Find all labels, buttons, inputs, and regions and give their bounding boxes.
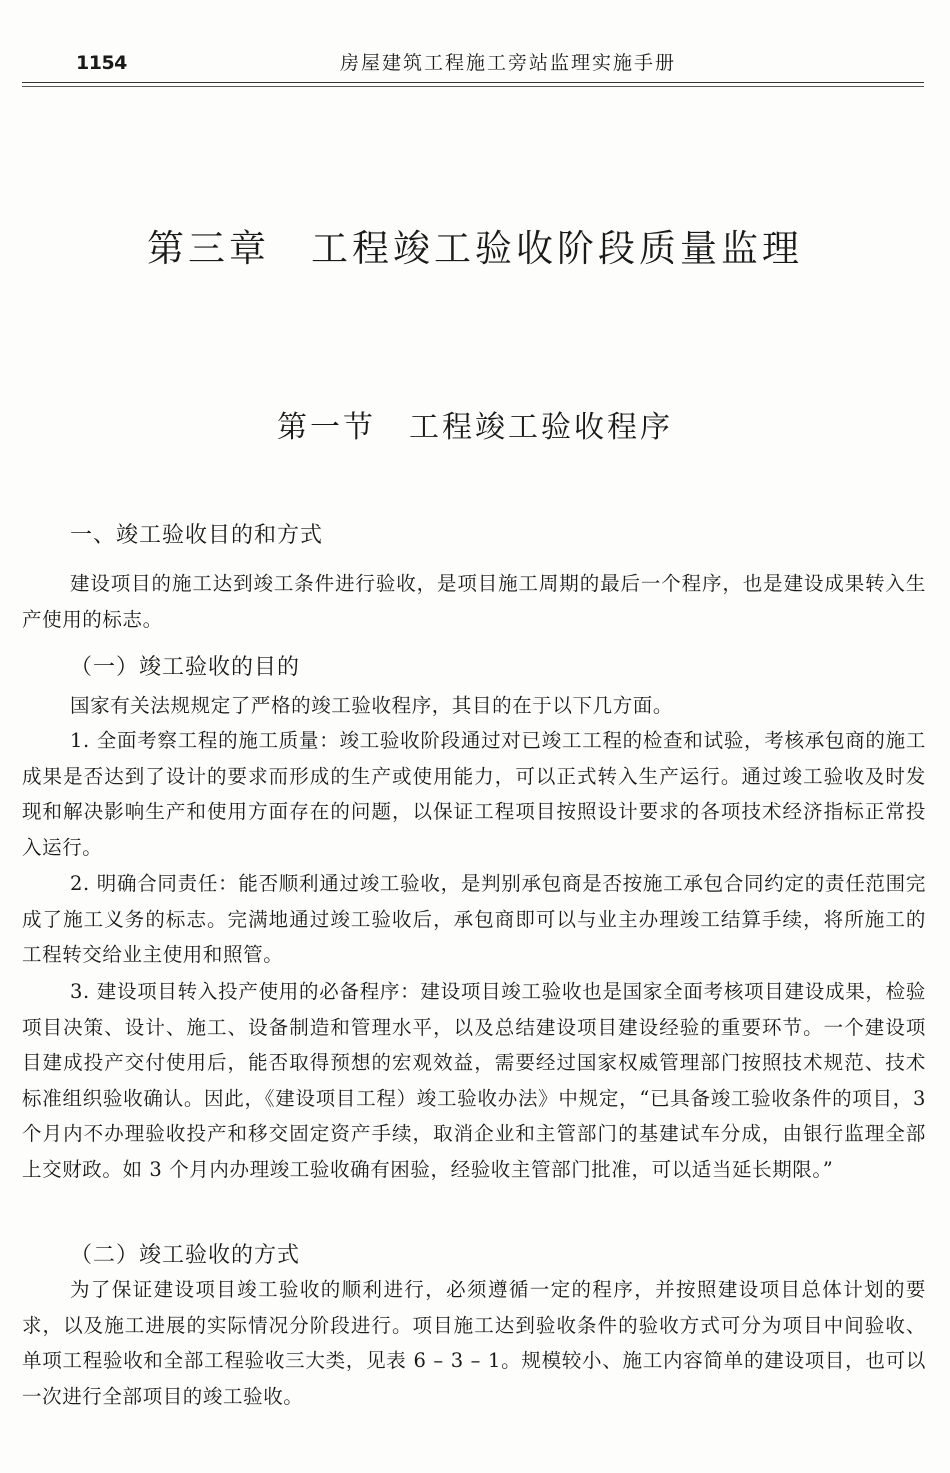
chapter-title: 第三章 工程竣工验收阶段质量监理 (147, 227, 803, 270)
page-number: 1154 (76, 52, 127, 74)
list-item-contract: 2. 明确合同责任：能否顺利通过竣工验收，是判别承包商是否按施工承包合同约定的责任范围完成了施工义务的标志。完满地通过竣工验收后，承包商即可以与业主办理竣工结算手续，将所施工的工程转交给业主使用和照管。 (22, 872, 926, 966)
section-title: 第一节 工程竣工验收程序 (277, 410, 673, 445)
heading-purpose-and-method: 一、竣工验收目的和方式 (70, 523, 324, 548)
list-item-quality: 1. 全面考察工程的施工质量：竣工验收阶段通过对已竣工工程的检查和试验，考核承包商的施工成果是否达到了设计的要求而形成的生产或使用能力，可以正式转入生产运行。通过竣工验收及时发现和解决影响生产和使用方面存在的问题，以保证工程项目按照设计要求的各项技术经济指标正常投入运行。 (22, 729, 926, 859)
book-title: 房屋建筑工程施工旁站监理实施手册 (339, 52, 676, 74)
subheading-purpose: （一）竣工验收的目的 (70, 655, 301, 680)
method-paragraph: 为了保证建设项目竣工验收的顺利进行，必须遵循一定的程序，并按照建设项目总体计划的要求，以及施工进展的实际情况分阶段进行。项目施工达到验收条件的验收方式可分为项目中间验收、单项工程验收和全部工程验收三大类，见表 6 – 3 – 1。规模较小、施工内容简单的建设项目，也可以一次进行全部项目的竣工验收。 (22, 1278, 926, 1408)
running-head (22, 48, 924, 78)
subheading-method: （二）竣工验收的方式 (70, 1243, 301, 1268)
list-item-procedure: 3. 建设项目转入投产使用的必备程序：建设项目竣工验收也是国家全面考核项目建设成果，检验项目决策、设计、施工、设备制造和管理水平，以及总结建设项目建设经验的重要环节。一个建设项目建成投产交付使用后，能否取得预想的宏观效益，需要经过国家权威管理部门按照技术规范、技术标准组织验收确认。因此，《建设项目工程）竣工验收办法》中规定，“已具备竣工验收条件的项目，3 个月内不办理验收投产和移交固定资产手续，取消企业和主管部门的基建试车分成，由银行监理全部上交财政。如 3 个月内办理竣工验收确有困验，经验收主管部门批准，可以适当延长期限。” (22, 980, 926, 1181)
header-rule (22, 82, 924, 83)
regulation-paragraph: 国家有关法规规定了严格的竣工验收程序，其目的在于以下几方面。 (70, 694, 674, 717)
header-rule-thin (22, 86, 924, 87)
intro-paragraph: 建设项目的施工达到竣工条件进行验收，是项目施工周期的最后一个程序，也是建设成果转入生产使用的标志。 (22, 572, 926, 631)
